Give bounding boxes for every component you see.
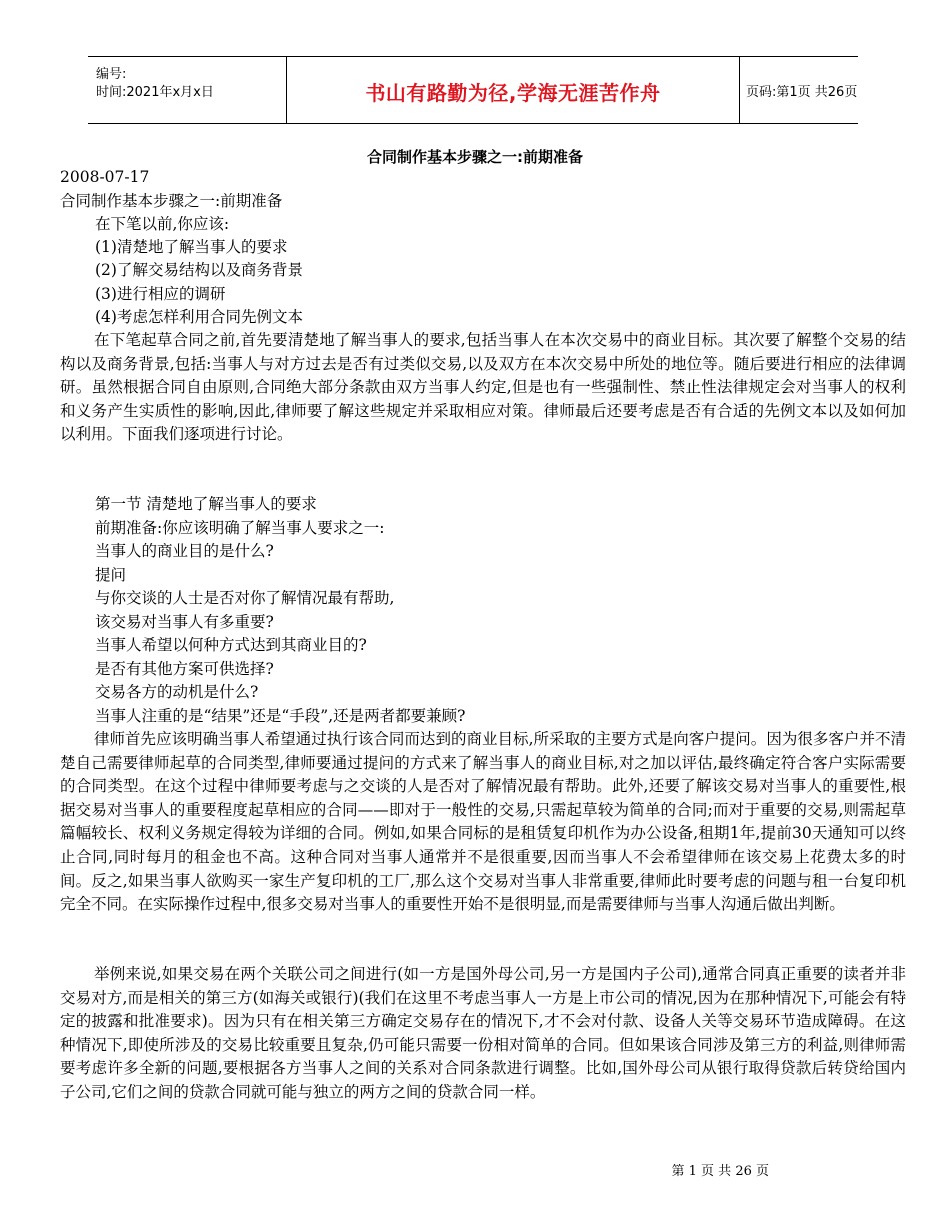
question-item: 是否有其他方案可供选择? [95, 660, 274, 678]
time-label: 时间:2021年x月x日 [96, 85, 214, 100]
document-title: 合同制作基本步骤之一:前期准备 [366, 148, 583, 166]
header-table [88, 56, 858, 124]
question-item: 提问 [95, 566, 127, 584]
page-info: 页码:第1页 共26页 [746, 85, 858, 100]
question-item: 该交易对当事人有多重要? [95, 613, 274, 631]
number-label: 编号: [96, 67, 127, 82]
document-date: 2008-07-17 [60, 168, 150, 186]
question-item: 当事人注重的是“结果”还是“手段”,还是两者都要兼顾? [95, 707, 466, 725]
paragraph-overview: 在下笔起草合同之前,首先要清楚地了解当事人的要求,包括当事人在本次交易中的商业目标。其次要了解整个交易的结构以及商务背景,包括:当事人与对方过去是否有过类似交易,以及双方在本次交易中所处的地位等。随后要进行相应的法律调研。虽然根据合同自由原则,合同绝大部分条款由双方当事人约定,但是也有一些强制性、禁止性法律规定会对当事人的权利和义务产生实质性的影响,因此,律师要了解这些规定并采取相应对策。律师最后还要考虑是否有合适的先例文本以及如何加以利用。下面我们逐项进行讨论。 [60, 331, 906, 444]
paragraph-example: 举例来说,如果交易在两个关联公司之间进行(如一方是国外母公司,另一方是国内子公司),通常合同真正重要的读者并非交易对方,而是相关的第三方(如海关或银行)(我们在这里不考虑当事人一方是上市公司的情况,因为在那种情况下,可能会有特定的披露和批准要求)。因为只有在相关第三方确定交易存在的情况下,才不会对付款、设备人关等交易环节造成障碍。在这种情况下,即使所涉及的交易比较重要且复杂,仍可能只需要一份相对简单的合同。但如果该合同涉及第三方的利益,则律师需要考虑许多全新的问题,要根据各方当事人之间的关系对合同条款进行调整。比如,国外母公司从银行取得贷款后转贷给国内子公司,它们之间的贷款合同就可能与独立的两方之间的贷款合同一样。 [60, 965, 906, 1101]
step-item: (2)了解交易结构以及商务背景 [95, 261, 303, 279]
step-item: (3)进行相应的调研 [95, 285, 226, 303]
paragraph-client-goals: 律师首先应该明确当事人希望通过执行该合同而达到的商业目标,所采取的主要方式是向客户提问。因为很多客户并不清楚自己需要律师起草的合同类型,律师要通过提问的方式来了解当事人的商业目标,对之加以评估,最终确定符合客户实际需要的合同类型。在这个过程中律师要考虑与之交谈的人是否对了解情况最有帮助。此外,还要了解该交易对当事人的重要性,根据交易对当事人的重要程度起草相应的合同——即对于一般性的交易,只需起草较为简单的合同;而对于重要的交易,则需起草篇幅较长、权利义务规定得较为详细的合同。例如,如果合同标的是租赁复印机作为办公设备,租期1年,提前30天通知可以终止合同,同时每月的租金也不高。这种合同对当事人通常并不是很重要,因而当事人不会希望律师在该交易上花费太多的时间。反之,如果当事人欲购买一家生产复印机的工厂,那么这个交易对当事人非常重要,律师此时要考虑的问题与租一台复印机完全不同。在实际操作过程中,很多交易对当事人的重要性开始不是很明显,而是需要律师与当事人沟通后做出判断。 [60, 730, 906, 914]
header-motto-cell [286, 57, 740, 123]
question-item: 当事人的商业目的是什么? [95, 542, 274, 560]
intro-line: 在下笔以前,你应该: [95, 215, 230, 233]
header-page-cell [738, 57, 858, 123]
question-item: 当事人希望以何种方式达到其商业目的? [95, 636, 367, 654]
question-item: 与你交谈的人士是否对你了解情况最有帮助, [95, 589, 395, 607]
page-footer: 第 1 页 共 26 页 [671, 1164, 769, 1179]
step-item: (1)清楚地了解当事人的要求 [95, 238, 288, 256]
motto-text: 书山有路勤为径,学海无涯苦作舟 [365, 81, 661, 105]
document-subtitle: 合同制作基本步骤之一:前期准备 [60, 192, 283, 210]
section-title: 第一节 清楚地了解当事人的要求 [95, 495, 317, 513]
prep-line: 前期准备:你应该明确了解当事人要求之一: [95, 519, 385, 537]
question-item: 交易各方的动机是什么? [95, 683, 259, 701]
step-item: (4)考虑怎样利用合同先例文本 [95, 308, 303, 326]
header-meta-cell [88, 57, 286, 123]
